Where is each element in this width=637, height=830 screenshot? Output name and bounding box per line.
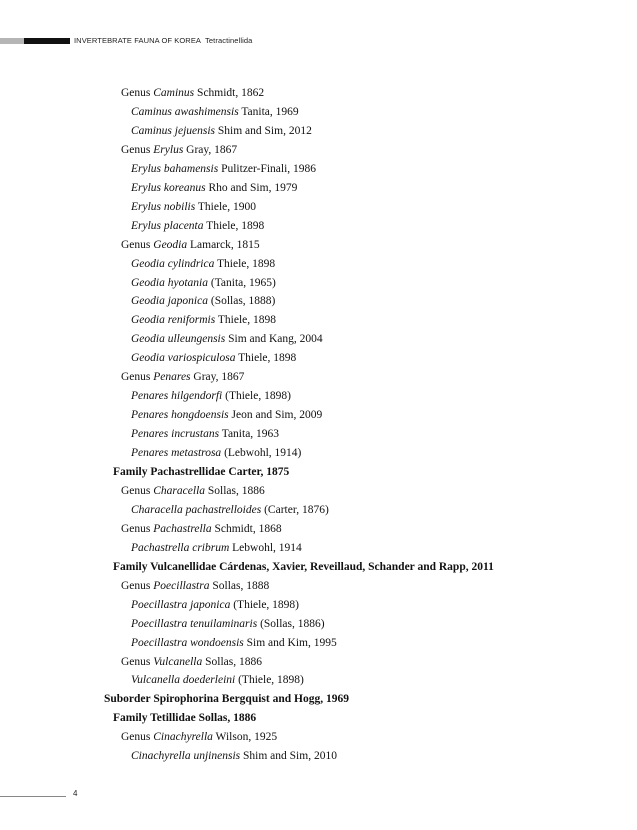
entry-species: [131, 389, 291, 403]
entry-taxon-name: Erylus placenta: [131, 219, 204, 232]
entry-authority: (Tanita, 1965): [207, 276, 276, 289]
footer-rule: [0, 796, 66, 797]
entry-taxon-name: Cinachyrella unjinensis: [131, 750, 241, 763]
entry-rank-prefix: Genus: [121, 655, 154, 668]
entry-authority: Thiele, 1898: [215, 314, 277, 327]
entry-species: [131, 749, 337, 763]
entry-authority: Rho and Sim, 1979: [205, 181, 298, 194]
entry-taxon-name: Geodia cylindrica: [131, 257, 215, 270]
entry-authority: Family Pachastrellidae Carter, 1875: [113, 466, 290, 478]
entry-authority: Thiele, 1898: [214, 257, 276, 270]
entry-authority: (Thiele, 1898): [222, 390, 291, 403]
entry-species: [131, 636, 337, 650]
header-title: INVERTEBRATE FAUNA OF KOREA: [74, 36, 202, 45]
entry-taxon-name: Geodia variospiculosa: [131, 352, 236, 365]
entry-rank-prefix: Genus: [121, 579, 154, 592]
entry-taxon-name: Vulcanella doederleini: [131, 674, 236, 687]
entry-taxon-name: Caminus awashimensis: [131, 105, 239, 118]
entry-taxon-name: Pachastrella cribrum: [131, 541, 230, 554]
entry-species: [131, 313, 276, 327]
header-bar-gray: [0, 38, 24, 44]
entry-suborder: [104, 692, 349, 706]
entry-species: [131, 617, 325, 631]
entry-taxon-name: Poecillastra: [153, 579, 210, 592]
entry-genus: [121, 655, 262, 669]
entry-taxon-name: Geodia japonica: [131, 295, 208, 308]
entry-taxon-name: Erylus bahamensis: [131, 162, 219, 175]
entry-species: [131, 276, 276, 290]
entry-taxon-name: Erylus nobilis: [131, 200, 196, 213]
entry-genus: [121, 730, 277, 744]
entry-genus: [121, 238, 260, 252]
entry-authority: Sollas, 1886: [202, 655, 262, 668]
entry-taxon-name: Erylus: [153, 143, 184, 156]
entry-taxon-name: Geodia hyotania: [131, 276, 208, 289]
entry-taxon-name: Penares: [153, 371, 191, 384]
entry-species: [131, 162, 316, 176]
entry-family: [113, 711, 256, 725]
entry-rank-prefix: Genus: [121, 731, 154, 744]
entry-authority: Sim and Kim, 1995: [243, 636, 337, 649]
entry-species: [131, 446, 301, 460]
entry-authority: Lebwohl, 1914: [229, 541, 302, 554]
entry-genus: [121, 484, 265, 498]
entry-species: [131, 673, 304, 687]
entry-authority: Schmidt, 1868: [211, 522, 282, 535]
entry-taxon-name: Cinachyrella: [153, 731, 213, 744]
entry-authority: (Sollas, 1888): [207, 295, 276, 308]
entry-genus: [121, 143, 237, 157]
entry-authority: Sollas, 1886: [205, 484, 265, 497]
entry-authority: Tanita, 1969: [238, 105, 299, 118]
entry-authority: Gray, 1867: [183, 143, 238, 156]
entry-species: [131, 200, 256, 214]
entry-genus: [121, 579, 269, 593]
entry-taxon-name: Geodia: [153, 238, 188, 251]
entry-taxon-name: Caminus: [153, 87, 195, 99]
page-number: 4: [73, 789, 78, 798]
entry-authority: Family Tetillidae Sollas, 1886: [113, 712, 257, 725]
entry-authority: Gray, 1867: [190, 371, 245, 384]
entry-taxon-name: Geodia reniformis: [131, 314, 216, 327]
entry-authority: (Thiele, 1898): [230, 598, 300, 611]
entry-authority: Sim and Kang, 2004: [225, 333, 323, 346]
entry-authority: Sollas, 1888: [209, 579, 270, 592]
entry-authority: Suborder Spirophorina Bergquist and Hogg, 1969: [104, 693, 349, 706]
entry-taxon-name: Erylus koreanus: [131, 181, 206, 194]
entry-rank-prefix: Genus: [121, 484, 154, 497]
entry-authority: (Carter, 1876): [261, 503, 329, 516]
running-header: [74, 36, 252, 45]
entry-authority: Tanita, 1963: [219, 428, 280, 441]
entry-species: [131, 332, 323, 346]
header-subtitle: Tetractinellida: [205, 36, 253, 45]
entry-authority: Shim and Sim, 2010: [240, 750, 337, 763]
entry-species: [131, 541, 302, 555]
entry-authority: Thiele, 1898: [235, 352, 297, 365]
entry-taxon-name: Penares hilgendorfi: [131, 390, 223, 403]
entry-species: [131, 257, 275, 271]
entry-species: [131, 294, 275, 308]
entry-species: [131, 427, 279, 441]
entry-taxon-name: Penares incrustans: [131, 428, 220, 441]
entry-taxon-name: Pachastrella: [153, 522, 212, 535]
entry-authority: (Sollas, 1886): [257, 617, 325, 630]
entry-taxon-name: Characella: [153, 484, 206, 497]
entry-genus: [121, 522, 282, 536]
entry-authority: (Thiele, 1898): [235, 674, 304, 687]
entry-authority: (Lebwohl, 1914): [221, 447, 302, 460]
entry-taxon-name: Penares metastrosa: [131, 447, 222, 460]
entry-authority: Thiele, 1898: [203, 219, 265, 232]
entry-taxon-name: Poecillastra japonica: [131, 598, 231, 611]
entry-family: [113, 465, 289, 479]
entry-rank-prefix: Genus: [121, 238, 154, 251]
entry-authority: Jeon and Sim, 2009: [228, 409, 323, 422]
entry-rank-prefix: Genus: [121, 143, 154, 156]
entry-rank-prefix: Genus: [121, 87, 154, 99]
entry-taxon-name: Poecillastra tenuilaminaris: [131, 617, 258, 630]
entry-species: [131, 105, 299, 119]
entry-authority: Thiele, 1900: [195, 200, 257, 213]
entry-taxon-name: Caminus jejuensis: [131, 124, 216, 137]
entry-rank-prefix: Genus: [121, 522, 154, 535]
entry-species: [131, 503, 329, 517]
entry-authority: Shim and Sim, 2012: [215, 124, 312, 137]
entry-genus: [121, 86, 264, 100]
entry-taxon-name: Poecillastra wondoensis: [131, 636, 244, 649]
entry-genus: [121, 370, 244, 384]
entry-species: [131, 408, 322, 422]
entry-rank-prefix: Genus: [121, 371, 154, 384]
entry-authority: Wilson, 1925: [212, 731, 278, 744]
entry-species: [131, 181, 297, 195]
header-bar-black: [24, 38, 70, 44]
entry-authority: Schmidt, 1862: [194, 87, 265, 99]
entry-taxon-name: Geodia ulleungensis: [131, 333, 226, 346]
entry-authority: Pulitzer-Finali, 1986: [218, 162, 317, 175]
entry-authority: Lamarck, 1815: [187, 238, 260, 251]
entry-species: [131, 124, 312, 138]
entry-taxon-name: Vulcanella: [153, 655, 203, 668]
entry-species: [131, 598, 299, 612]
entry-family: [113, 560, 494, 574]
entry-taxon-name: Characella pachastrelloides: [131, 503, 262, 516]
entry-authority: Family Vulcanellidae Cárdenas, Xavier, Reveillaud, Schander and Rapp, 2011: [113, 560, 494, 573]
entry-species: [131, 351, 296, 365]
entry-taxon-name: Penares hongdoensis: [131, 409, 229, 422]
entry-species: [131, 219, 264, 233]
